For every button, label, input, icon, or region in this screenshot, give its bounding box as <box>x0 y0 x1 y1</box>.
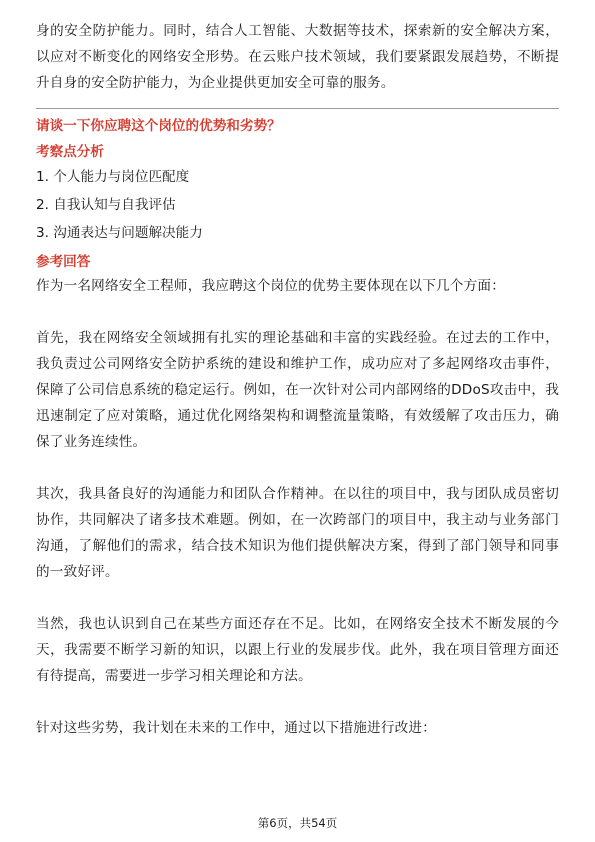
answer-paragraph-2: 首先，我在网络安全领域拥有扎实的理论基础和丰富的实践经验。在过去的工作中，我负责过公司网络安全防护系统的建设和维护工作，成功应对了多起网络攻击事件，保障了公司信息系统的稳定运行。例如，在一次针对公司内部网络的DDoS攻击中，我迅速制定了应对策略，通过优化网络架构和调整流量策略，有效缓解了攻击压力，确保了业务连续性。 <box>36 330 559 450</box>
analysis-heading: 考察点分析 <box>36 144 104 160</box>
paragraph-gap <box>36 455 559 481</box>
analysis-point-3: 3. 沟通表达与问题解决能力 <box>36 225 203 241</box>
answer-paragraph-5: 针对这些劣势，我计划在未来的工作中，通过以下措施进行改进： <box>36 720 437 736</box>
paragraph-gap <box>36 689 559 715</box>
page-number: 第6页，共54页 <box>257 816 338 830</box>
answer-paragraph-1: 作为一名网络安全工程师，我应聘这个岗位的优势主要体现在以下几个方面： <box>36 278 505 294</box>
document-page <box>36 18 559 741</box>
paragraph-gap <box>36 585 559 611</box>
section-divider <box>36 108 559 109</box>
intro-paragraph: 身的安全防护能力。同时，结合人工智能、大数据等技术，探索新的安全解决方案，以应对不断变化的网络安全形势。在云账户技术领域，我们要紧跟发展趋势，不断提升自身的安全防护能力，为企业提供更加安全可靠的服务。 <box>36 23 559 91</box>
answer-paragraph-4: 当然，我也认识到自己在某些方面还存在不足。比如，在网络安全技术不断发展的今天，我需要不断学习新的知识，以跟上行业的发展步伐。此外，我在项目管理方面还有待提高，需要进一步学习相关理论和方法。 <box>36 616 559 684</box>
answer-heading: 参考回答 <box>36 254 91 270</box>
paragraph-gap <box>36 299 559 325</box>
analysis-point-2: 2. 自我认知与自我评估 <box>36 197 176 213</box>
analysis-point-1: 1. 个人能力与岗位匹配度 <box>36 169 190 185</box>
interview-question: 请谈一下你应聘这个岗位的优势和劣势？ <box>36 118 281 134</box>
answer-paragraph-3: 其次，我具备良好的沟通能力和团队合作精神。在以往的项目中，我与团队成员密切协作，共同解决了诸多技术难题。例如，在一次跨部门的项目中，我主动与业务部门沟通，了解他们的需求，结合技术知识为他们提供解决方案，得到了部门领导和同事的一致好评。 <box>36 486 559 580</box>
